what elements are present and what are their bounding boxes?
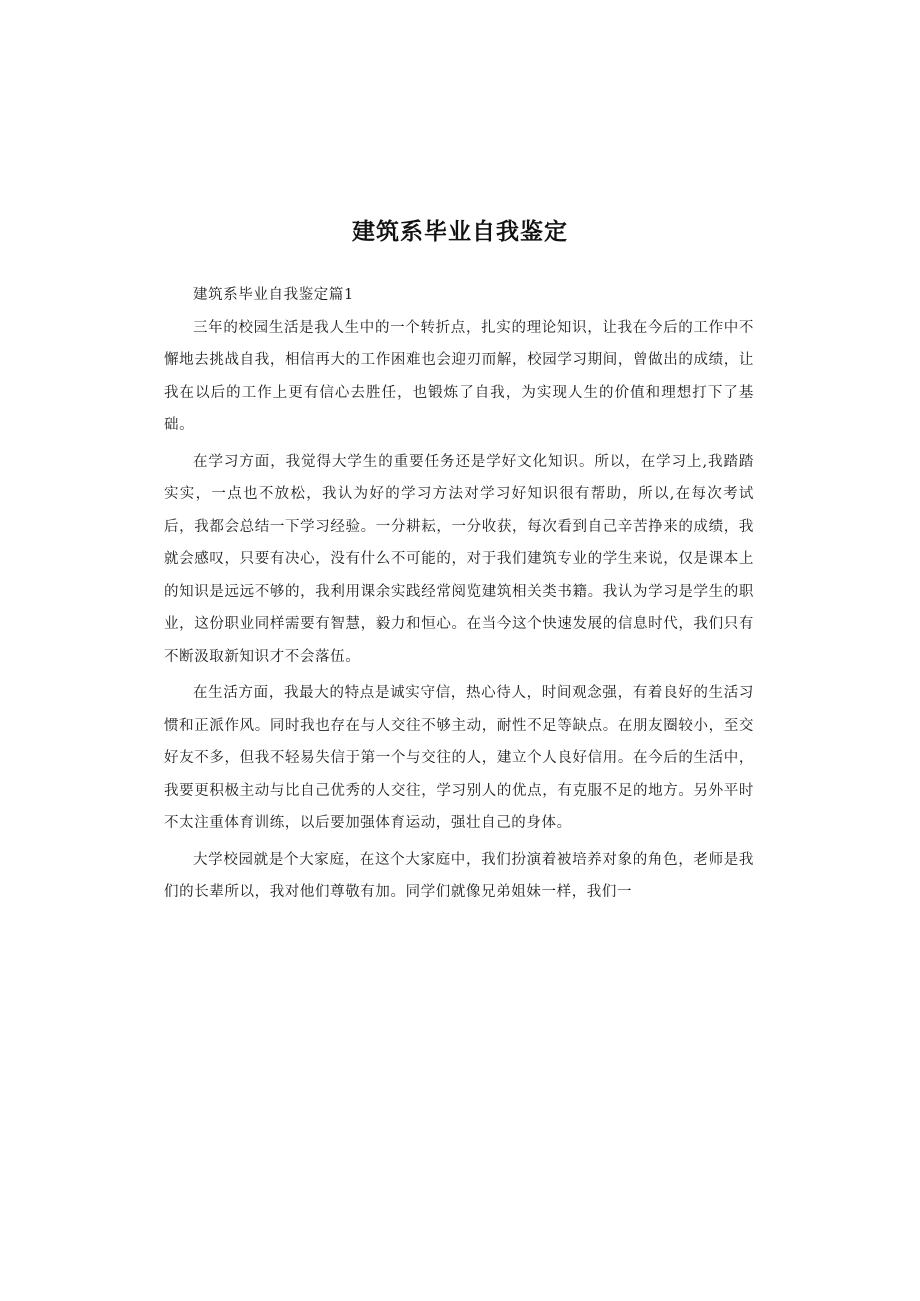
paragraph-campus: 大学校园就是个大家庭，在这个大家庭中，我们扮演着被培养对象的角色，老师是我们的长辈所以，我对他们尊敬有加。同学们就像兄弟姐妹一样，我们一 (164, 851, 754, 900)
paragraph-study: 在学习方面，我觉得大学生的重要任务还是学好文化知识。所以，在学习上,我踏踏实实，一点也不放松，我认为好的学习方法对学习好知识很有帮助，所以,在每次考试后，我都会总结一下学习经验。一分耕耘，一分收获，每次看到自己辛苦挣来的成绩，我就会感叹，只要有决心，没有什么不可能的，对于我们建筑专业的学生来说，仅是课本上的知识是远远不够的，我利用课余实践经常阅览建筑相关类书籍。我认为学习是学生的职业，这份职业同样需要有智慧，毅力和恒心。在当今这个快速发展的信息时代，我们只有不断汲取新知识才不会落伍。 (164, 453, 754, 665)
document-body (164, 279, 754, 913)
document-title: 建筑系毕业自我鉴定 (352, 219, 568, 245)
paragraph-life: 在生活方面，我最大的特点是诚实守信，热心待人，时间观念强，有着良好的生活习惯和正派作风。同时我也存在与人交往不够主动，耐性不足等缺点。在朋友圈较小，至交好友不多，但我不轻易失信于第一个与交往的人，建立个人良好信用。在今后的生活中，我要更积极主动与比自己优秀的人交往，学习别人的优点，有克服不足的地方。另外平时不太注重体育训练，以后要加强体育运动，强壮自己的身体。 (164, 685, 754, 831)
section-heading: 建筑系毕业自我鉴定篇1 (193, 287, 354, 303)
paragraph-intro: 三年的校园生活是我人生中的一个转折点，扎实的理论知识，让我在今后的工作中不懈地去挑战自我，相信再大的工作困难也会迎刃而解，校园学习期间，曾做出的成绩，让我在以后的工作上更有信心去胜任，也锻炼了自我，为实现人生的价值和理想打下了基础。 (164, 319, 754, 433)
